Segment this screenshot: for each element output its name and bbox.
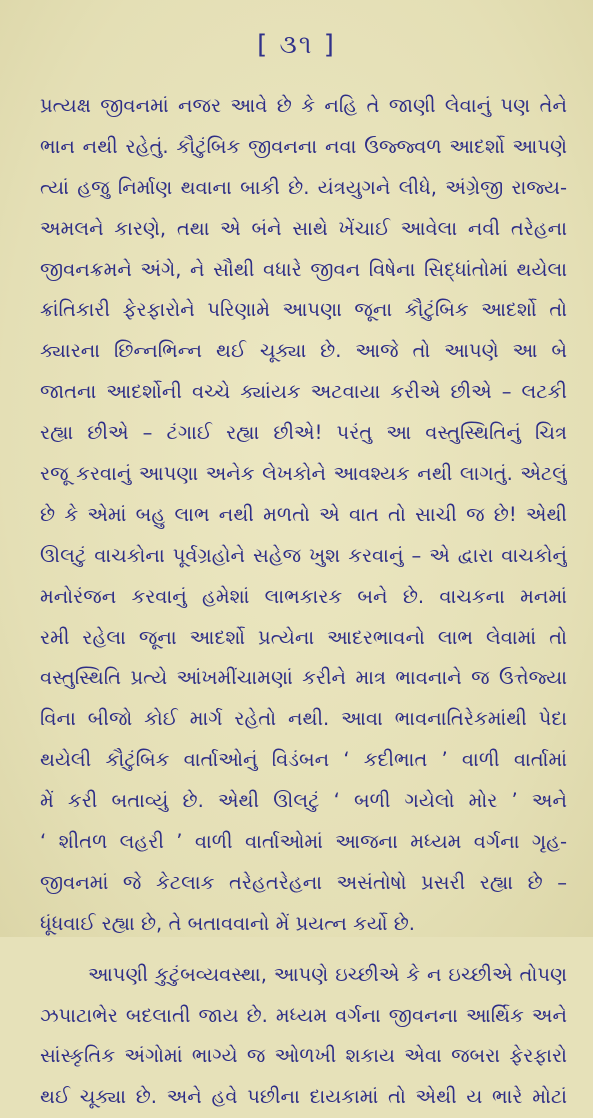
- text-line: જાતના આદર્શોની વચ્ચે ક્યાંયક અટવાયા કરીએ છીએ – લટકી: [40, 380, 567, 404]
- text-line: વસ્તુસ્થિતિ પ્રત્યે આંખમીંચામણાં કરીને માત્ર ભાવનાને જ ઉત્તેજ્યા: [40, 666, 567, 690]
- text-line: સાંસ્કૃતિક અંગોમાં ભાગ્યે જ ઓળખી શકાય એવા જબરા ફેરફારો: [40, 1044, 567, 1068]
- paragraph-gap: [40, 945, 567, 955]
- text-line: અમલને કારણે, તથા એ બંને સાથે ખેંચાઈ આવેલા નવી તરેહના: [40, 216, 567, 240]
- text-line: મનોરંજન કરવાનું હમેશાં લાભકારક બને છે. વાચકના મનમાં: [40, 584, 567, 608]
- page-number: [ ૩૧ ]: [257, 30, 336, 60]
- text-line: રહ્યા છીએ – ટંગાઈ રહ્યા છીએ! પરંતુ આ વસ્તુસ્થિતિનું ચિત્ર: [40, 421, 567, 445]
- text-line: વિના બીજો કોઈ માર્ગ રહેતો નથી. આવા ભાવનાતિરેકમાંથી પેદા: [40, 707, 567, 731]
- text-line: ક્રાંતિકારી ફેરફારોને પરિણામે આપણા જૂના કૌટુંબિક આદર્શો તો: [40, 298, 567, 322]
- text-line: ક્યારના છિન્નભિન્ન થઈ ચૂક્યા છે. આજે તો આપણે આ બે: [40, 339, 567, 363]
- text-line: ધૂંધવાઈ રહ્યા છે, તે બતાવવાનો મેં પ્રયત્ન કર્યો છે.: [40, 911, 415, 935]
- paragraph-1: [40, 86, 567, 945]
- text-line: ભાન નથી રહેતું. કૌટુંબિક જીવનના નવા ઉજ્જ્વળ આદર્શો આપણે: [40, 134, 567, 158]
- text-line: ઊલટું વાચકોના પૂર્વગ્રહોને સહેજ ખુશ કરવાનું – એ દ્વારા વાચકોનું: [40, 543, 567, 567]
- text-line: જીવનમાં જે કેટલાક તરેહતરેહના અસંતોષો પ્રસરી રહ્યા છે –: [40, 870, 567, 894]
- text-line: છે કે એમાં બહુ લાભ નથી મળતો એ વાત તો સાચી જ છે! એથી: [40, 502, 567, 526]
- text-line: મેં કરી બતાવ્યું છે. એથી ઊલટું ‘ બળી ગયેલો મોર ’ અને: [40, 789, 567, 813]
- text-line: ‘ શીતળ લહરી ’ વાળી વાર્તાઓમાં આજના મધ્યમ વર્ગના ગૃહ-: [40, 830, 567, 854]
- paragraph-2: [40, 955, 567, 1118]
- text-line: થયેલી કૌટુંબિક વાર્તાઓનું વિડંબન ‘ કદીભાત ’ વાળી વાર્તામાં: [40, 748, 567, 772]
- text-line: આપણી કુટુંબવ્યવસ્થા, આપણે ઇચ્છીએ કે ન ઇચ્છીએ તોપણ: [88, 962, 567, 986]
- text-line: થઈ ચૂક્યા છે. અને હવે પછીના દાયકામાં તો એથી ય ભારે મોટાં: [40, 1085, 567, 1109]
- text-line: જીવનક્રમને અંગે, ને સૌથી વધારે જીવન વિષેના સિદ્ધાંતોમાં થયેલા: [40, 257, 567, 281]
- text-line: પ્રત્યક્ષ જીવનમાં નજર આવે છે કે નહિ તે જાણી લેવાનું પણ તેને: [40, 94, 567, 117]
- body-text: [40, 86, 567, 1118]
- text-line: રમી રહેલા જૂના આદર્શો પ્રત્યેના આદરભાવનો લાભ લેવામાં તો: [40, 625, 567, 649]
- text-line: રજૂ કરવાનું આપણા અનેક લેખકોને આવશ્યક નથી લાગતું. એટલું: [40, 462, 567, 486]
- text-line: ત્યાં હજુ નિર્માણ થવાના બાકી છે. યંત્રયુગને લીધે, અંગ્રેજી રાજ્ય-: [40, 175, 567, 199]
- text-line: ઝપાટાભેર બદલાતી જાય છે. મધ્યમ વર્ગના જીવનના આર્થિક અને: [40, 1003, 567, 1027]
